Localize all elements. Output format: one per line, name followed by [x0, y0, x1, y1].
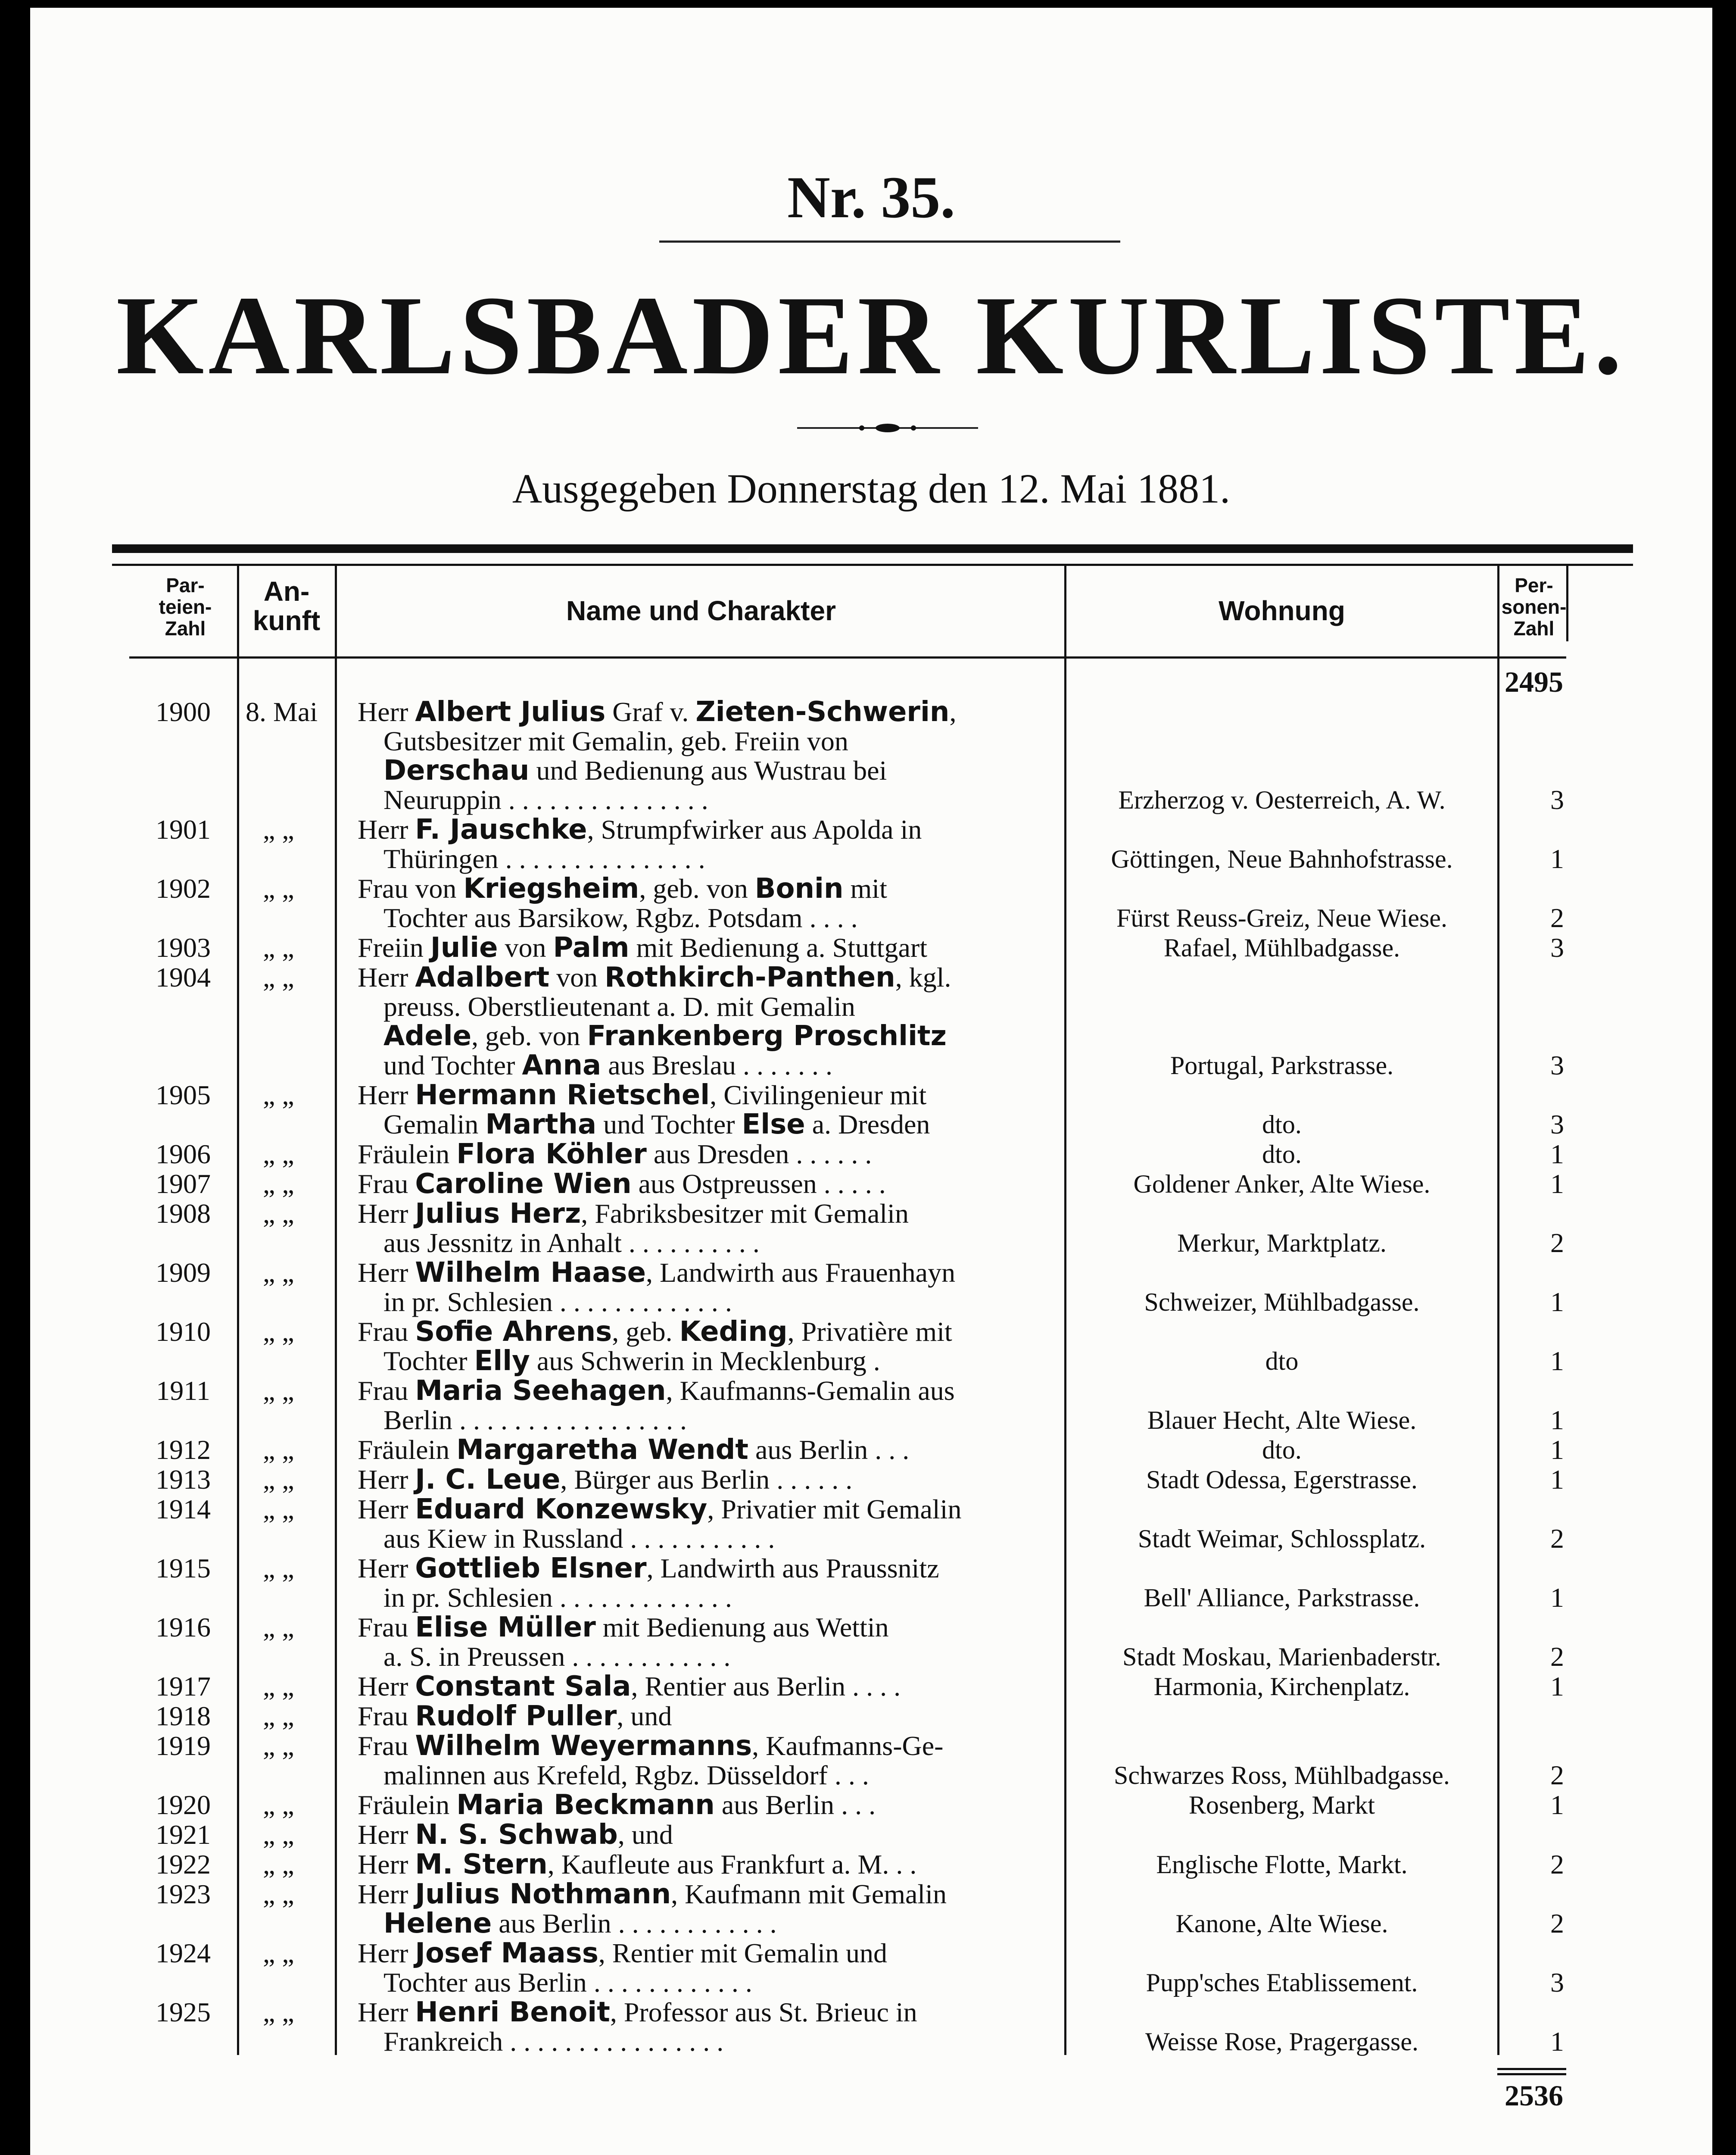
persons-count: 1 — [1550, 1405, 1564, 1435]
persons-count: 1 — [1550, 1790, 1564, 1820]
persons-count: 3 — [1550, 1967, 1564, 1998]
name-line: Frau Maria Seehagen, Kaufmanns-Gemalin aus — [358, 1375, 955, 1407]
name-and-character — [358, 1998, 1060, 2056]
name-and-character — [358, 1820, 1060, 1849]
col-arrival-header: An- kunft — [252, 576, 321, 636]
persons-count: 2 — [1550, 1227, 1564, 1258]
persons-count: 1 — [1550, 1168, 1564, 1199]
arrival-date: „ „ — [263, 1257, 294, 1288]
name-line: Berlin . . . . . . . . . . . . . . . . . — [383, 1405, 687, 1435]
name-line: Thüringen . . . . . . . . . . . . . . . — [383, 843, 705, 874]
name-line: Helene aus Berlin . . . . . . . . . . . . — [383, 1908, 777, 1940]
arrival-date: „ „ — [263, 932, 294, 963]
persons-count: 2 — [1550, 1849, 1564, 1880]
name-and-character — [358, 1495, 1060, 1553]
persons-count: 1 — [1550, 2026, 1564, 2057]
name-and-character — [358, 1140, 1060, 1169]
party-number: 1906 — [156, 1139, 211, 1169]
persons-count: 2 — [1550, 1760, 1564, 1790]
name-line: Derschau und Bedienung aus Wustrau bei — [383, 755, 887, 787]
name-line: Herr Constant Sala, Rentier aus Berlin . . . . — [358, 1671, 901, 1702]
col-persons-header: Per- sonen- Zahl — [1501, 574, 1567, 640]
arrival-date: 8. Mai — [246, 696, 318, 727]
party-number: 1911 — [156, 1375, 210, 1406]
name-line: Herr Josef Maass, Rentier mit Gemalin und — [358, 1937, 887, 1969]
party-number: 1913 — [156, 1464, 211, 1495]
residence: Rafael, Mühlbadgasse. — [1163, 934, 1400, 962]
col-name-header: Name und Charakter — [566, 595, 836, 626]
name-line: Tochter aus Berlin . . . . . . . . . . . . — [383, 1967, 752, 1998]
persons-count: 2 — [1550, 1908, 1564, 1939]
residence: Stadt Moskau, Marienbaderstr. — [1122, 1643, 1441, 1671]
party-number: 1907 — [156, 1168, 211, 1199]
party-number: 1925 — [156, 1997, 211, 2027]
party-number: 1924 — [156, 1938, 211, 1968]
name-line: Adele, geb. von Frankenberg Proschlitz — [383, 1020, 947, 1052]
arrival-date: „ „ — [263, 1671, 294, 1702]
name-line: Herr Henri Benoit, Professor aus St. Brieuc in — [358, 1996, 917, 2028]
name-and-character — [358, 1613, 1060, 1671]
name-and-character — [358, 1939, 1060, 1997]
party-number: 1908 — [156, 1198, 211, 1229]
name-line: Fräulein Flora Köhler aus Dresden . . . . . . — [358, 1138, 872, 1170]
name-line: Fräulein Maria Beckmann aus Berlin . . . — [358, 1789, 876, 1821]
page-title: KARLSBADER KURLISTE. — [116, 273, 1627, 398]
name-and-character — [358, 1081, 1060, 1139]
name-line: malinnen aus Krefeld, Rgbz. Düsseldorf . . . — [383, 1760, 869, 1790]
name-line: Neuruppin . . . . . . . . . . . . . . . — [383, 784, 708, 815]
table-top-rule-thin — [112, 564, 1633, 566]
party-number: 1922 — [156, 1849, 211, 1880]
col-residence-header: Wohnung — [1219, 595, 1345, 626]
name-and-character — [358, 1702, 1060, 1731]
party-number: 1905 — [156, 1080, 211, 1110]
party-number: 1921 — [156, 1819, 211, 1850]
name-line: preuss. Oberstlieutenant a. D. mit Gemalin — [383, 991, 855, 1022]
name-line: Herr F. Jauschke, Strumpfwirker aus Apolda in — [358, 814, 922, 846]
residence: dto — [1265, 1347, 1299, 1375]
name-and-character — [358, 697, 1060, 815]
name-and-character — [358, 1169, 1060, 1199]
residence: Schwarzes Ross, Mühlbadgasse. — [1114, 1761, 1450, 1790]
name-line: Tochter Elly aus Schwerin in Mecklenburg . — [383, 1345, 880, 1377]
party-number: 1912 — [156, 1434, 211, 1465]
arrival-date: „ „ — [263, 1849, 294, 1880]
persons-count: 1 — [1550, 1139, 1564, 1169]
name-line: Herr N. S. Schwab, und — [358, 1819, 673, 1851]
name-line: Fräulein Margaretha Wendt aus Berlin . . . — [358, 1434, 910, 1466]
persons-count: 1 — [1550, 1434, 1564, 1465]
name-line: Herr Wilhelm Haase, Landwirth aus Frauenhayn — [358, 1257, 956, 1289]
arrival-date: „ „ — [263, 1316, 294, 1347]
residence: Schweizer, Mühlbadgasse. — [1144, 1288, 1420, 1316]
party-number: 1901 — [156, 814, 211, 845]
arrival-date: „ „ — [263, 1879, 294, 1909]
carried-total: 2495 — [1505, 665, 1563, 698]
name-line: in pr. Schlesien . . . . . . . . . . . . . — [383, 1582, 732, 1613]
arrival-date: „ „ — [263, 1730, 294, 1761]
persons-count: 1 — [1550, 1671, 1564, 1702]
persons-count: 2 — [1550, 1523, 1564, 1554]
party-number: 1923 — [156, 1879, 211, 1909]
final-total: 2536 — [1505, 2079, 1563, 2112]
residence: Weisse Rose, Pragergasse. — [1145, 2027, 1418, 2056]
name-line: Gemalin Martha und Tochter Else a. Dresden — [383, 1109, 930, 1140]
party-number: 1916 — [156, 1612, 211, 1643]
arrival-date: „ „ — [263, 873, 294, 904]
name-line: Frau Caroline Wien aus Ostpreussen . . . . . — [358, 1168, 886, 1200]
residence: Stadt Weimar, Schlossplatz. — [1138, 1524, 1426, 1553]
issue-rule — [659, 240, 1120, 243]
name-line: Freiin Julie von Palm mit Bedienung a. Stuttgart — [358, 932, 927, 964]
residence: Stadt Odessa, Egerstrasse. — [1146, 1465, 1418, 1494]
party-number: 1918 — [156, 1701, 211, 1731]
residence: Goldener Anker, Alte Wiese. — [1133, 1170, 1431, 1198]
arrival-date: „ „ — [263, 1464, 294, 1495]
name-line: aus Jessnitz in Anhalt . . . . . . . . . . — [383, 1227, 760, 1258]
name-and-character — [358, 1790, 1060, 1820]
persons-count: 3 — [1550, 932, 1564, 963]
persons-count: 1 — [1550, 1287, 1564, 1317]
name-and-character — [358, 933, 1060, 962]
name-and-character — [358, 1258, 1060, 1317]
party-number: 1910 — [156, 1316, 211, 1347]
arrival-date: „ „ — [263, 1997, 294, 2027]
persons-count: 1 — [1550, 1582, 1564, 1613]
name-and-character — [358, 1376, 1060, 1435]
party-number: 1909 — [156, 1257, 211, 1288]
name-line: Herr J. C. Leue, Bürger aus Berlin . . . . . . — [358, 1464, 853, 1496]
name-and-character — [358, 1554, 1060, 1612]
residence: Merkur, Marktplatz. — [1177, 1229, 1387, 1257]
name-line: Tochter aus Barsikow, Rgbz. Potsdam . . . . — [383, 903, 858, 933]
residence: Göttingen, Neue Bahnhofstrasse. — [1111, 845, 1453, 873]
name-line: Frau Sofie Ahrens, geb. Keding, Privatière mit — [358, 1316, 952, 1348]
name-and-character — [358, 1199, 1060, 1258]
arrival-date: „ „ — [263, 1375, 294, 1406]
party-number: 1919 — [156, 1730, 211, 1761]
arrival-date: „ „ — [263, 1080, 294, 1110]
name-line: Herr Adalbert von Rothkirch-Panthen, kgl. — [358, 962, 951, 993]
residence: Bell' Alliance, Parkstrasse. — [1144, 1583, 1420, 1612]
name-and-character — [358, 1317, 1060, 1376]
name-and-character — [358, 815, 1060, 874]
arrival-date: „ „ — [263, 1434, 294, 1465]
name-line: Herr Eduard Konzewsky, Privatier mit Gemalin — [358, 1493, 962, 1525]
issue-number: Nr. 35. — [787, 164, 955, 230]
name-and-character — [358, 874, 1060, 933]
arrival-date: „ „ — [263, 1168, 294, 1199]
residence: Pupp'sches Etablissement. — [1146, 1968, 1418, 1997]
party-number: 1903 — [156, 932, 211, 963]
name-line: Frau Rudolf Puller, und — [358, 1700, 672, 1732]
page — [30, 8, 1712, 2155]
persons-count: 3 — [1550, 1050, 1564, 1081]
total-rule — [1497, 2073, 1566, 2075]
name-line: Herr Julius Herz, Fabriksbesitzer mit Gemalin — [358, 1198, 909, 1230]
table-top-rule — [112, 544, 1633, 553]
name-line: und Tochter Anna aus Breslau . . . . . . . — [383, 1049, 833, 1081]
arrival-date: „ „ — [263, 1612, 294, 1643]
arrival-date: „ „ — [263, 814, 294, 845]
arrival-date: „ „ — [263, 1198, 294, 1229]
persons-count: 1 — [1550, 1464, 1564, 1495]
name-line: Herr Hermann Rietschel, Civilingenieur mit — [358, 1079, 927, 1111]
party-number: 1914 — [156, 1494, 211, 1524]
arrival-date: „ „ — [263, 1790, 294, 1820]
arrival-date: „ „ — [263, 1701, 294, 1731]
residence: Erzherzog v. Oesterreich, A. W. — [1118, 786, 1446, 814]
arrival-date: „ „ — [263, 1938, 294, 1968]
party-number: 1915 — [156, 1553, 211, 1583]
name-and-character — [358, 963, 1060, 1080]
col-party-header: Par- teien- Zahl — [159, 574, 212, 640]
name-line: Gutsbesitzer mit Gemalin, geb. Freiin von — [383, 726, 848, 756]
name-line: Frau Elise Müller mit Bedienung aus Wettin — [358, 1612, 889, 1643]
residence: dto. — [1262, 1140, 1302, 1168]
persons-count: 3 — [1550, 1109, 1564, 1140]
persons-count: 2 — [1550, 1641, 1564, 1672]
name-line: Herr Albert Julius Graf v. Zieten-Schwerin, — [358, 696, 957, 728]
residence: Rosenberg, Markt — [1188, 1791, 1375, 1819]
name-and-character — [358, 1465, 1060, 1494]
issue-date: Ausgegeben Donnerstag den 12. Mai 1881. — [512, 465, 1231, 512]
arrival-date: „ „ — [263, 1139, 294, 1169]
name-line: Herr M. Stern, Kaufleute aus Frankfurt a. M. . . — [358, 1849, 917, 1880]
party-number: 1900 — [156, 696, 211, 727]
residence: Harmonia, Kirchenplatz. — [1153, 1672, 1410, 1701]
header-bottom-rule — [129, 656, 1566, 659]
name-line: Herr Gottlieb Elsner, Landwirth aus Praussnitz — [358, 1552, 939, 1584]
arrival-date: „ „ — [263, 1553, 294, 1583]
party-number: 1902 — [156, 873, 211, 904]
residence: Kanone, Alte Wiese. — [1175, 1909, 1388, 1938]
persons-count: 1 — [1550, 1346, 1564, 1376]
name-line: a. S. in Preussen . . . . . . . . . . . . — [383, 1641, 731, 1672]
residence: dto. — [1262, 1436, 1302, 1464]
persons-count: 1 — [1550, 843, 1564, 874]
name-line: aus Kiew in Russland . . . . . . . . . . . — [383, 1523, 775, 1554]
residence: Blauer Hecht, Alte Wiese. — [1147, 1406, 1417, 1434]
total-rule — [1497, 2068, 1566, 2070]
name-and-character — [358, 1850, 1060, 1879]
ornament-divider — [797, 422, 978, 434]
party-number: 1920 — [156, 1790, 211, 1820]
arrival-date: „ „ — [263, 962, 294, 993]
name-and-character — [358, 1435, 1060, 1465]
column-divider — [237, 566, 239, 2055]
name-and-character — [358, 1731, 1060, 1790]
party-number: 1904 — [156, 962, 211, 993]
residence: Fürst Reuss-Greiz, Neue Wiese. — [1116, 904, 1447, 932]
name-and-character — [358, 1672, 1060, 1701]
name-line: in pr. Schlesien . . . . . . . . . . . . . — [383, 1287, 732, 1317]
name-line: Herr Julius Nothmann, Kaufmann mit Gemalin — [358, 1878, 947, 1910]
residence: Englische Flotte, Markt. — [1156, 1850, 1408, 1879]
name-line: Frankreich . . . . . . . . . . . . . . . . — [383, 2026, 724, 2057]
party-number: 1917 — [156, 1671, 211, 1702]
arrival-date: „ „ — [263, 1819, 294, 1850]
arrival-date: „ „ — [263, 1494, 294, 1524]
persons-count: 3 — [1550, 784, 1564, 815]
name-and-character — [358, 1880, 1060, 1938]
persons-count: 2 — [1550, 903, 1564, 933]
name-line: Frau Wilhelm Weyermanns, Kaufmanns-Ge- — [358, 1730, 944, 1762]
residence: Portugal, Parkstrasse. — [1170, 1051, 1394, 1080]
residence: dto. — [1262, 1110, 1302, 1139]
name-line: Frau von Kriegsheim, geb. von Bonin mit — [358, 873, 887, 905]
